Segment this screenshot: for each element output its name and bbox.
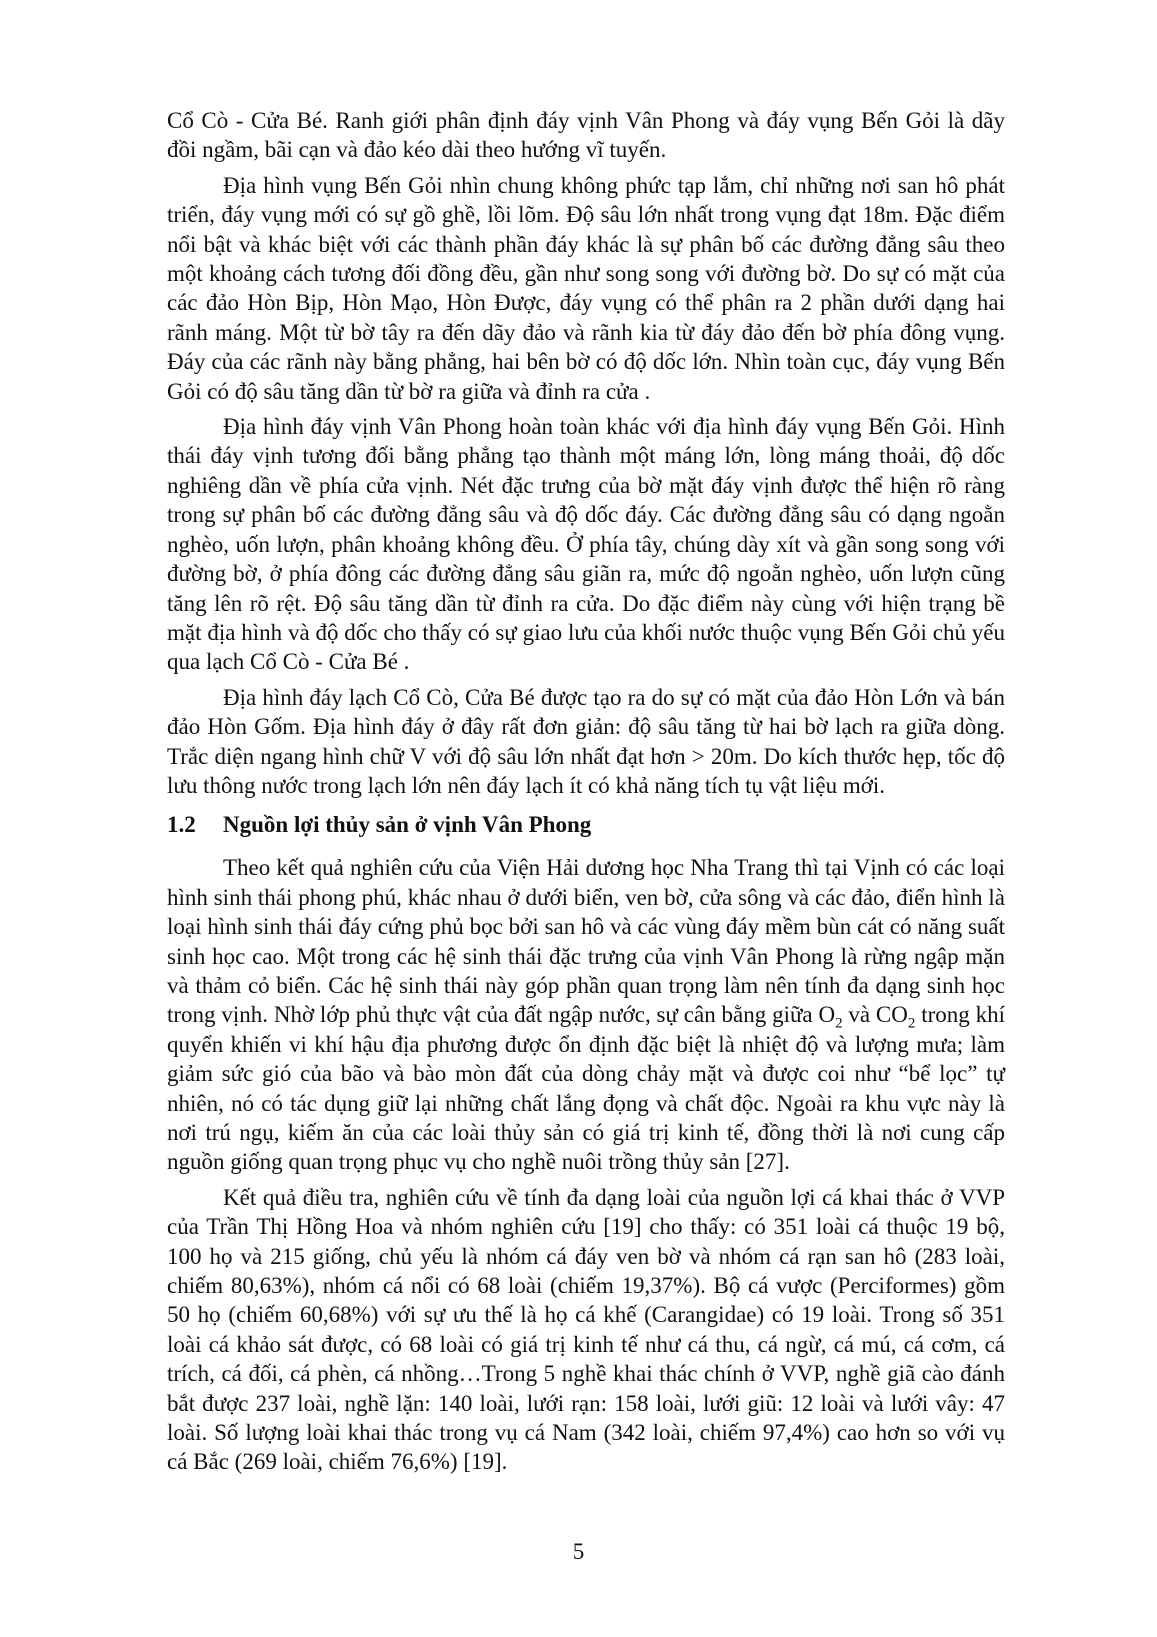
paragraph: Địa hình đáy vịnh Vân Phong hoàn toàn khác với địa hình đáy vụng Bến Gỏi. Hình thái đáy vịnh tương đối bằng phẳng tạo thành một máng lớn, lòng máng thoải, độ dốc nghiêng dần về phía cửa vịnh. Nét đặc trưng của bờ mặt đáy vịnh được thể hiện rõ ràng trong sự phân bố các đường đẳng sâu và độ dốc đáy. Các đường đẳng sâu có dạng ngoằn nghèo, uốn lượn, phân khoảng không đều. Ở phía tây, chúng dày xít và gần song song với đường bờ, ở phía đông các đường đẳng sâu giãn ra, mức độ ngoằn nghèo, uốn lượn cũng tăng lên rõ rệt. Độ sâu tăng dần từ đỉnh ra cửa. Do đặc điểm này cùng với hiện trạng bề mặt địa hình và độ dốc cho thấy có sự giao lưu của khối nước thuộc vụng Bến Gỏi chủ yếu qua lạch Cổ Cò - Cửa Bé . bbox=[167, 414, 1005, 675]
paragraph: Kết quả điều tra, nghiên cứu về tính đa dạng loài của nguồn lợi cá khai thác ở VVP của Trần Thị Hồng Hoa và nhóm nghiên cứu [19] cho thấy: có 351 loài cá thuộc 19 bộ, 100 họ và 215 giống, chủ yếu là nhóm cá đáy ven bờ và nhóm cá rạn san hô (283 loài, chiếm 80,63%), nhóm cá nổi có 68 loài (chiếm 19,37%). Bộ cá vược (Perciformes) gồm 50 họ (chiếm 60,68%) với sự ưu thế là họ cá khế (Carangidae) có 19 loài. Trong số 351 loài cá khảo sát được, có 68 loài có giá trị kinh tế như cá thu, cá ngừ, cá mú, cá cơm, cá trích, cá đối, cá phèn, cá nhồng…Trong 5 nghề khai thác chính ở VVP, nghề giã cào đánh bắt được 237 loài, nghề lặn: 140 loài, lưới rạn: 158 loài, lưới giũ: 12 loài và lưới vây: 47 loài. Số lượng loài khai thác trong vụ cá Nam (342 loài, chiếm 97,4%) cao hơn so với vụ cá Bắc (269 loài, chiếm 76,6%) [19]. bbox=[167, 1184, 1005, 1475]
paragraph-text: trong khí quyển khiến vi khí hậu địa phương được ổn định đặc biệt là nhiệt độ và lượng mưa; làm giảm sức gió của bão và bào mòn đất của dòng chảy mặt và được coi như “bể lọc” tự nhiên, nó có tác dụng giữ lại những chất lắng đọng và chất độc. Ngoài ra khu vực này là nơi trú ngụ, kiếm ăn của các loài thủy sản có giá trị kinh tế, đồng thời là nơi cung cấp nguồn giống quan trọng phục vụ cho nghề nuôi trồng thủy sản [27]. bbox=[167, 1002, 1005, 1175]
section-title: Nguồn lợi thủy sản ở vịnh Vân Phong bbox=[223, 812, 592, 838]
subscript: 2 bbox=[907, 1015, 916, 1032]
section-number: 1.2 bbox=[167, 812, 196, 838]
subscript: 2 bbox=[835, 1015, 843, 1032]
section-heading bbox=[167, 810, 1005, 839]
paragraph-text: Theo kết quả nghiên cứu của Viện Hải dương học Nha Trang thì tại Vịnh có các loại hình sinh thái phong phú, khác nhau ở dưới biển, ven bờ, cửa sông và các đảo, điển hình là loại hình sinh thái đáy cứng phủ bọc bởi san hô và các vùng đáy mềm bùn cát có năng suất sinh học cao. Một trong các hệ sinh thái đặc trưng của vịnh Vân Phong là rừng ngập mặn và thảm cỏ biển. Các hệ sinh thái này góp phần quan trọng làm nên tính đa dạng sinh học trong vịnh. Nhờ lớp phủ thực vật của đất ngập nước, sự cân bằng giữa O bbox=[167, 855, 1005, 1028]
paragraph: Địa hình vụng Bến Gỏi nhìn chung không phức tạp lắm, chỉ những nơi san hô phát triển, đáy vụng mới có sự gồ ghề, lồi lõm. Độ sâu lớn nhất trong vụng đạt 18m. Đặc điểm nổi bật và khác biệt với các thành phần đáy khác là sự phân bố các đường đẳng sâu theo một khoảng cách tương đối đồng đều, gần như song song với đường bờ. Do sự có mặt của các đảo Hòn Bịp, Hòn Mạo, Hòn Được, đáy vụng có thể phân ra 2 phần dưới dạng hai rãnh máng. Một từ bờ tây ra đến dãy đảo và rãnh kia từ đáy đảo đến bờ phía đông vụng. Đáy của các rãnh này bằng phẳng, hai bên bờ có độ dốc lớn. Nhìn toàn cục, đáy vụng Bến Gỏi có độ sâu tăng dần từ bờ ra giữa và đỉnh ra cửa . bbox=[167, 172, 1005, 404]
paragraph: Cổ Cò - Cửa Bé. Ranh giới phân định đáy vịnh Vân Phong và đáy vụng Bến Gỏi là dãy đồi ngầm, bãi cạn và đảo kéo dài theo hướng vĩ tuyến. bbox=[167, 108, 1005, 163]
paragraph-text: và CO bbox=[842, 1002, 908, 1028]
paragraph: Địa hình đáy lạch Cổ Cò, Cửa Bé được tạo ra do sự có mặt của đảo Hòn Lớn và bán đảo Hòn Gốm. Địa hình đáy ở đây rất đơn giản: độ sâu tăng từ hai bờ lạch ra giữa dòng. Trắc diện ngang hình chữ V với độ sâu lớn nhất đạt hơn > 20m. Do kích thước hẹp, tốc độ lưu thông nước trong lạch lớn nên đáy lạch ít có khả năng tích tụ vật liệu mới. bbox=[167, 684, 1005, 798]
page-number: 5 bbox=[572, 1539, 585, 1564]
paragraph bbox=[167, 853, 1005, 1176]
document-page bbox=[167, 106, 1005, 1483]
